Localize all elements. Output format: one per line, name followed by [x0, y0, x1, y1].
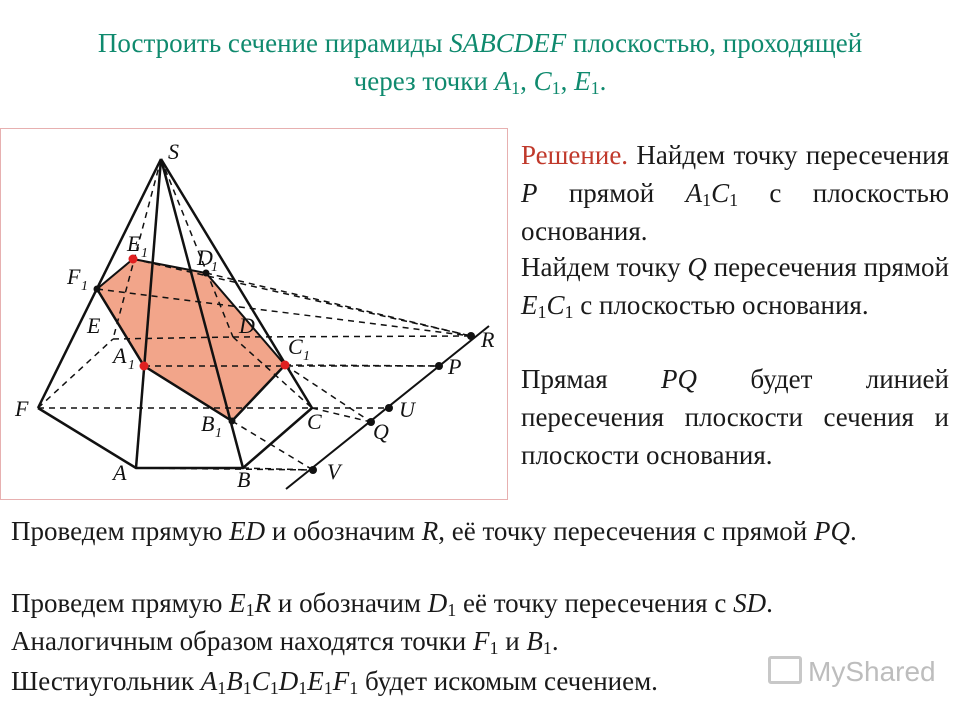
label-q: Q	[373, 419, 389, 444]
label-c1: C	[288, 334, 303, 359]
label-r: R	[481, 327, 495, 352]
label-u: U	[399, 397, 415, 422]
label-a1: A	[113, 343, 127, 368]
solution-step-4: Проведем прямую ED и обозначим R, её точку пересечения с прямой PQ.	[11, 516, 857, 546]
label-d1: D	[197, 245, 213, 270]
label-a1-sub: 1	[128, 358, 135, 373]
solution-step-1: Решение. Найдем точку пересечения P прямой $A_1C_1$ с плоскостью основания.	[521, 140, 950, 246]
label-e1-sub: 1	[141, 246, 148, 261]
label-c1-sub: 1	[303, 349, 310, 364]
pyramid-figure	[0, 128, 508, 500]
solution-conclusion: Шестиугольник $A_1B_1C_1D_1E_1F_1$ будет искомым сечением.	[11, 666, 658, 698]
solution-step-3: Прямая PQ будет линией пересечения плоскости сечения и плоскости основания.	[521, 364, 949, 470]
label-c: C	[307, 409, 322, 434]
task-title: Построить сечение пирамиды SABCDEF плоскостью, проходящей через точки $A_1$, $C_1$, $E_1$.	[97, 28, 863, 98]
label-a: A	[113, 460, 127, 485]
label-b1: B	[201, 411, 215, 436]
solution-step-2: Найдем точку Q пересечения прямой $E_1C_1$ с плоскостью основания.	[521, 252, 949, 322]
solution-step-5: Проведем прямую $E_1R$ и обозначим $D_1$ её точку пересечения с SD.	[11, 588, 773, 620]
watermark-text: MyShared	[808, 656, 936, 687]
label-f1-sub: 1	[81, 279, 88, 294]
label-e1: E	[127, 231, 141, 256]
label-s: S	[168, 139, 179, 164]
slideshow-icon	[768, 656, 802, 684]
pyramid-diagram	[1, 129, 509, 501]
label-d: D	[239, 313, 255, 338]
label-b: B	[237, 467, 251, 492]
watermark	[768, 656, 936, 688]
label-d1-sub: 1	[211, 260, 218, 275]
label-f: F	[15, 396, 29, 421]
label-f1: F	[67, 264, 81, 289]
label-p: P	[448, 354, 462, 379]
solution-step-6: Аналогичным образом находятся точки $F_1$ и $B_1$.	[11, 626, 559, 658]
solution-label: Решение.	[521, 140, 629, 170]
label-v: V	[327, 459, 341, 484]
label-e: E	[87, 313, 101, 338]
label-b1-sub: 1	[215, 426, 222, 441]
